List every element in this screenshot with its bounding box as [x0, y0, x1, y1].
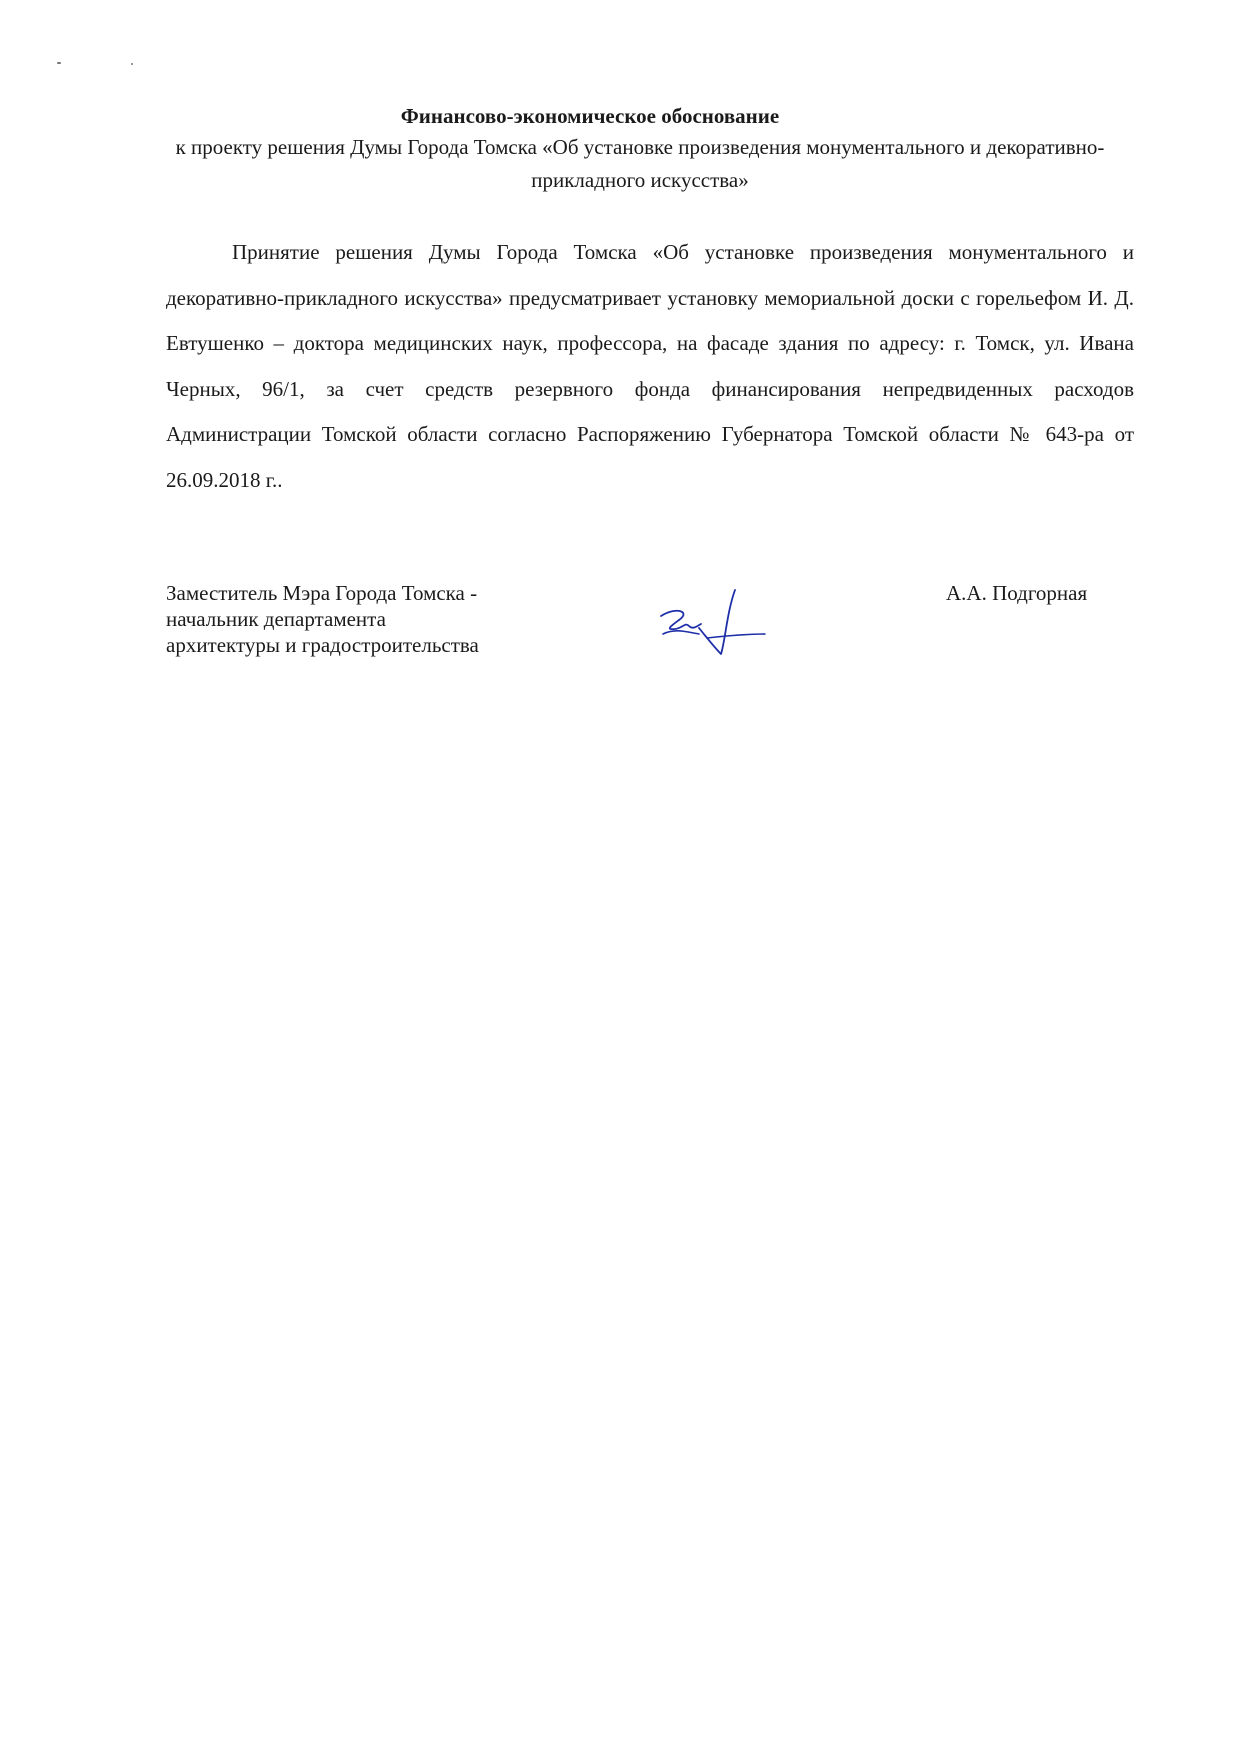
- scan-speck: [57, 62, 61, 64]
- signer-name: А.А. Подгорная: [946, 581, 1088, 605]
- scan-speck: [131, 63, 133, 65]
- signature-stroke: [661, 611, 701, 629]
- signer-position: [166, 580, 586, 658]
- signer-position-line: Заместитель Мэра Города Томска -: [166, 581, 478, 605]
- document-body: Принятие решения Думы Города Томска «Об установке произведения монументального и декоративно-прикладного искусства» предусматривает установку мемориальной доски с горельефом И. Д. Евтушенко – доктора медицинских наук, профессора, на фасаде здания по адресу: г. Томск, ул. Ивана Черных, 96/1, за счет средств резервного фонда финансирования непредвиденных расходов Администрации Томской области согласно Распоряжению Губернатора Томской области № 643-ра от 26.09.2018 г..: [166, 240, 1134, 492]
- signer-position-line: архитектуры и градостроительства: [166, 633, 479, 657]
- signer-position-line: начальник департамента: [166, 607, 386, 631]
- handwritten-signature: [655, 582, 770, 667]
- signature-stroke: [663, 631, 699, 634]
- document-title: Финансово-экономическое обоснование: [400, 104, 780, 128]
- signature-stroke: [699, 590, 735, 654]
- document-subtitle: к проекту решения Думы Города Томска «Об установке произведения монументального и декоративно-прикладного искусства»: [175, 135, 1105, 192]
- signature-stroke: [707, 634, 765, 638]
